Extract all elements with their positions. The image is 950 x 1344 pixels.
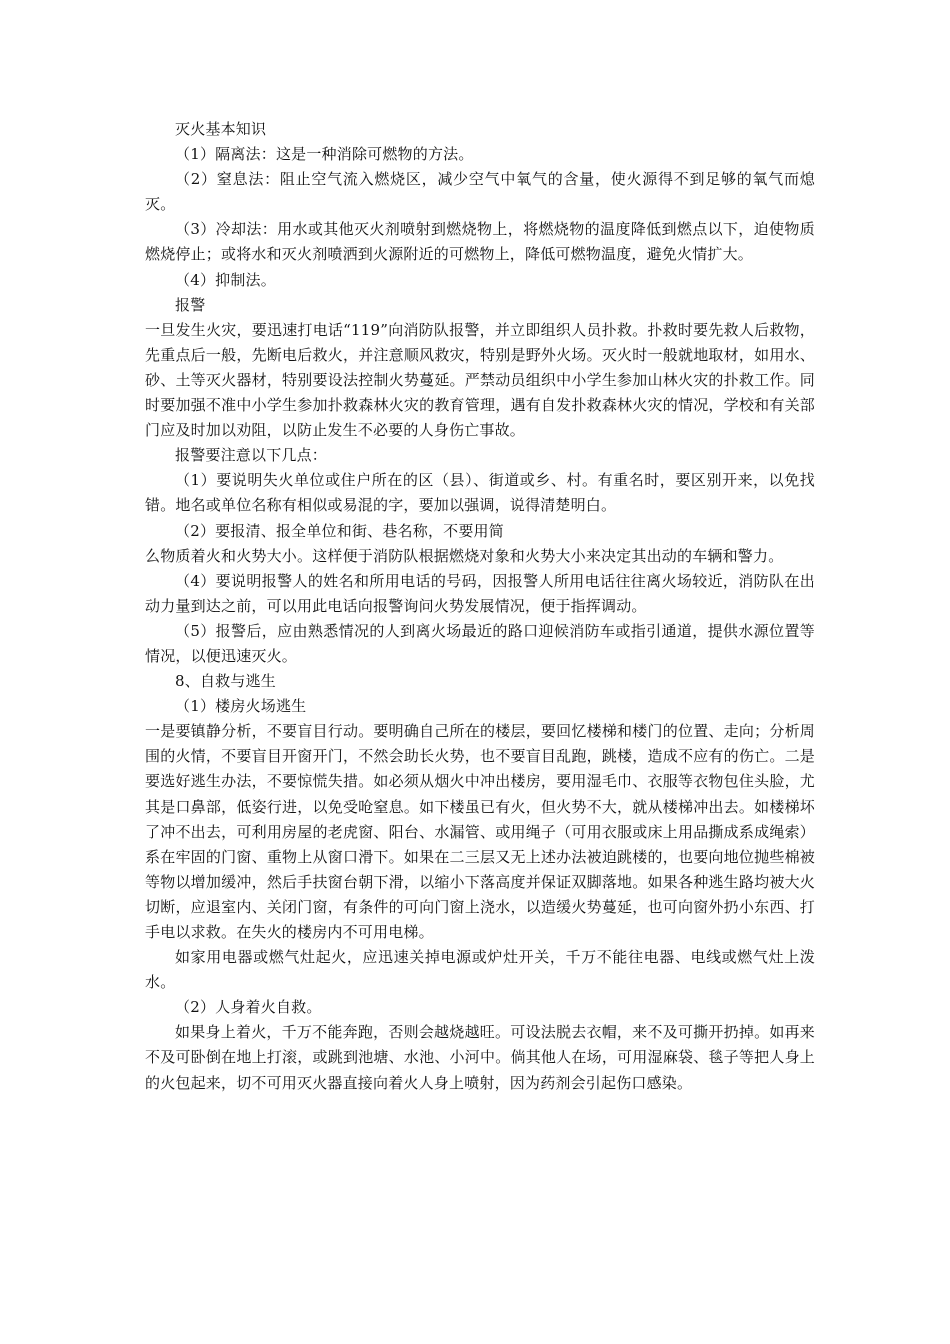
paragraph: （5）报警后，应由熟悉情况的人到离火场最近的路口迎候消防车或指引通道，提供水源位置等情况，以便迅速灭火。 — [145, 621, 815, 665]
document-body — [145, 117, 815, 1096]
paragraph: 灭火基本知识 — [175, 120, 267, 138]
paragraph: （1）要说明失火单位或住户所在的区（县）、街道或乡、村。有重名时，要区别开来，以免找错。地名或单位名称有相似或易混的字，要加以强调，说得清楚明白。 — [145, 471, 815, 515]
paragraph: 8、自救与逃生 — [175, 672, 276, 691]
paragraph: （4）要说明报警人的姓名和所用电话的号码，因报警人所用电话往往离火场较近，消防队在出动力量到达之前，可以用此电话向报警询问火势发展情况，便于指挥调动。 — [145, 571, 815, 615]
paragraph: 如家用电器或燃气灶起火，应迅速关掉电源或炉灶开关，千万不能往电器、电线或燃气灶上泼水。 — [145, 948, 815, 992]
paragraph: （1）楼房火场逃生 — [175, 697, 307, 716]
paragraph: 么物质着火和火势大小。这样便于消防队根据燃烧对象和火势大小来决定其出动的车辆和警力。 — [145, 546, 784, 565]
paragraph: （4）抑制法。 — [175, 270, 276, 289]
paragraph: 报警要注意以下几点： — [175, 446, 328, 465]
paragraph: 一旦发生火灾，要迅速打电话“119”向消防队报警，并立即组织人员扑救。扑救时要先救人后救物，先重点后一般，先断电后救火，并注意顺风救灾，特别是野外火场。灭火时一般就地取材，如用水、砂、土等灭火器材，特别要设法控制火势蔓延。严禁动员组织中小学生参加山林火灾的扑救工作。同时要加强不准中小学生参加扑救森林火灾的教育管理，遇有自发扑救森林火灾的情况，学校和有关部门应及时加以劝阻，以防止发生不必要的人身伤亡事故。 — [145, 320, 815, 440]
paragraph: （1）隔离法：这是一种消除可燃物的方法。 — [175, 145, 474, 164]
paragraph: 如果身上着火，千万不能奔跑，否则会越烧越旺。可设法脱去衣帽，来不及可撕开扔掉。如再来不及可卧倒在地上打滚，或跳到池塘、水池、小河中。倘其他人在场，可用湿麻袋、毯子等把人身上的火包起来，切不可用灭火器直接向着火人身上喷射，因为药剂会引起伤口感染。 — [145, 1023, 815, 1092]
paragraph: （2）人身着火自救。 — [175, 998, 322, 1017]
paragraph: 一是要镇静分析，不要盲目行动。要明确自己所在的楼层，要回忆楼梯和楼门的位置、走向；分析周围的火情，不要盲目开窗开门，不然会助长火势，也不要盲目乱跑，跳楼，造成不应有的伤亡。二是要选好逃生办法，不要惊慌失措。如必须从烟火中冲出楼房，要用湿毛巾、衣服等衣物包住头脸，尤其是口鼻部，低姿行进，以免受呛窒息。如下楼虽已有火，但火势不大，就从楼梯冲出去。如楼梯坏了冲不出去，可利用房屋的老虎窗、阳台、水漏管、或用绳子（可用衣服或床上用品撕成系成绳索）系在牢固的门窗、重物上从窗口滑下。如果在二三层又无上述办法被迫跳楼的，也要向地位抛些棉被等物以增加缓冲，然后手扶窗台朝下滑，以缩小下落高度并保证双脚落地。如果各种逃生路均被大火切断，应退室内、关闭门窗，有条件的可向门窗上浇水，以造缓火势蔓延，也可向窗外扔小东西、打手电以求救。在失火的楼房内不可用电梯。 — [145, 722, 815, 941]
paragraph: （3）冷却法：用水或其他灭火剂喷射到燃烧物上，将燃烧物的温度降低到燃点以下，迫使物质燃烧停止；或将水和灭火剂喷洒到火源附近的可燃物上，降低可燃物温度，避免火情扩大。 — [145, 220, 815, 264]
paragraph: （2）要报清、报全单位和街、巷名称，不要用简 — [175, 521, 504, 540]
paragraph: 报警 — [175, 295, 206, 314]
paragraph: （2）窒息法：阻止空气流入燃烧区，减少空气中氧气的含量，使火源得不到足够的氧气而熄灭。 — [145, 170, 815, 214]
